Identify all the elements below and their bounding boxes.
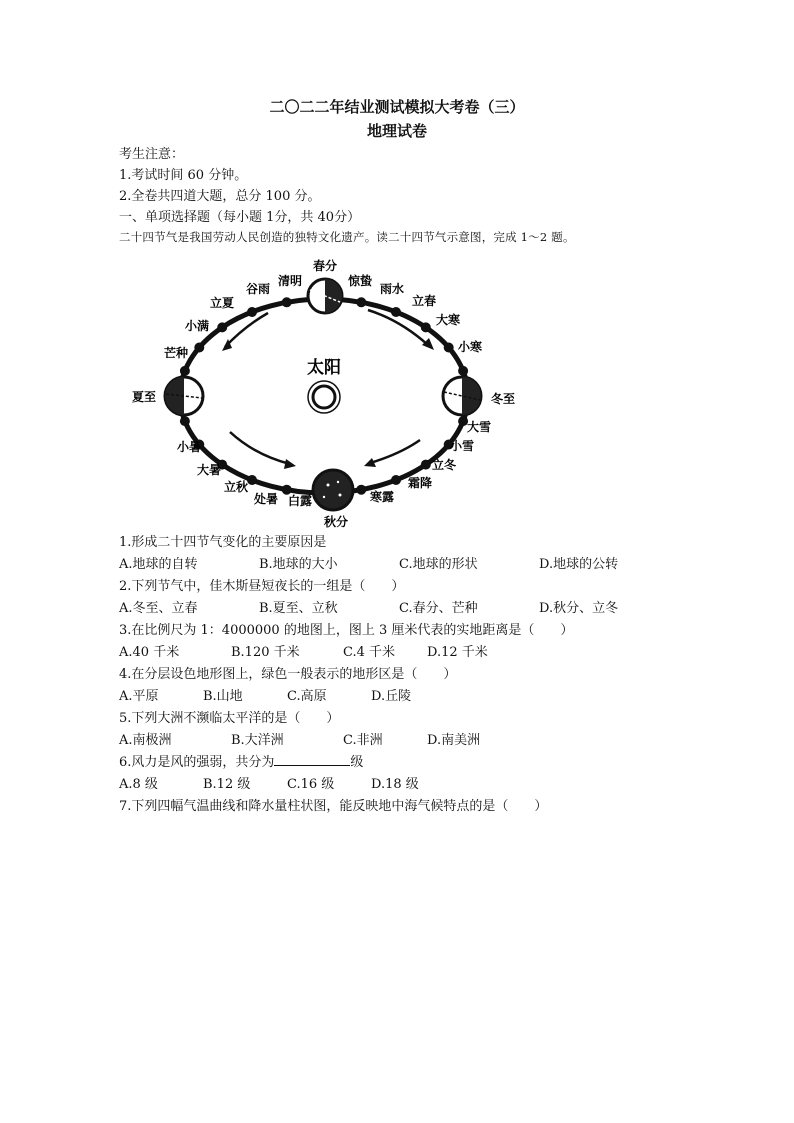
solar-term-mark	[444, 343, 454, 353]
term-label-guyu: 谷雨	[245, 282, 271, 296]
solar-term-mark	[421, 322, 431, 332]
earth-globe-winter	[443, 377, 481, 415]
term-label-yushui: 雨水	[379, 282, 405, 296]
term-label-dahan: 大寒	[435, 313, 461, 327]
question-4-option-d[interactable]: D.丘陵	[371, 689, 412, 704]
exam-title: 二〇二二年结业测试模拟大考卷（三）	[269, 98, 525, 116]
question-5-stem: 5.下列大洲不濒临太平洋的是（ ）	[119, 711, 340, 726]
notice-item-2: 2.全卷共四道大题，总分 100 分。	[119, 189, 321, 204]
question-4-stem: 4.在分层设色地形图上，绿色一般表示的地形区是（ ）	[119, 667, 457, 682]
term-label-hanlu: 寒露	[369, 490, 395, 504]
term-label-liqiu: 立秋	[223, 480, 249, 494]
term-label-qingming: 清明	[277, 274, 303, 288]
section-heading: 一、单项选择题（每小题 1分，共 40分）	[119, 210, 361, 225]
question-3-option-a[interactable]: A.40 千米	[119, 645, 180, 660]
term-label-jingzhe: 惊蛰	[347, 274, 373, 288]
term-label-shuangjiang: 霜降	[407, 476, 433, 490]
solar-term-mark	[421, 460, 431, 470]
solar-term-mark	[217, 322, 227, 332]
earth-globe-summer	[165, 377, 203, 415]
term-label-chushu: 处暑	[253, 492, 279, 506]
sun-label: 太阳	[307, 358, 341, 378]
term-label-dashu: 大暑	[196, 463, 222, 477]
solar-term-mark	[356, 485, 366, 495]
section-intro: 二十四节气是我国劳动人民创造的独特文化遗产。读二十四节气示意图，完成 1～2 题。	[119, 230, 575, 244]
term-label-xiaoman: 小满	[184, 319, 210, 333]
question-4-option-a[interactable]: A.平原	[119, 689, 159, 704]
question-5-option-b[interactable]: B.大洋洲	[231, 733, 284, 748]
question-6-option-d[interactable]: D.18 级	[371, 777, 419, 792]
question-2-option-d[interactable]: D.秋分、立冬	[539, 601, 619, 616]
term-label-xiaohan: 小寒	[457, 340, 483, 354]
question-1-option-a[interactable]: A.地球的自转	[119, 557, 198, 572]
solar-term-mark	[194, 343, 204, 353]
question-2-option-c[interactable]: C.春分、芒种	[399, 601, 478, 616]
question-6-stem	[119, 751, 363, 770]
notice-item-1: 1.考试时间 60 分钟。	[119, 168, 248, 183]
solar-term-mark	[282, 297, 292, 307]
solar-term-mark	[247, 475, 257, 485]
question-3-option-b[interactable]: B.120 千米	[231, 645, 300, 660]
term-label-daxue: 大雪	[466, 420, 492, 434]
exam-subtitle: 地理试卷	[366, 122, 427, 140]
solar-term-mark	[356, 297, 366, 307]
term-label-lidong: 立冬	[431, 458, 457, 472]
question-3-stem: 3.在比例尺为 1：4000000 的地图上，图上 3 厘米代表的实地距离是（ ）	[119, 623, 574, 638]
sun	[308, 381, 340, 413]
term-label-xiaoxue: 小雪	[449, 439, 475, 453]
question-2-option-b[interactable]: B.夏至、立秋	[259, 601, 338, 616]
earth-globe-autumn	[313, 470, 353, 510]
solar-term-mark	[180, 366, 190, 376]
term-label-mangzhong: 芒种	[163, 346, 189, 360]
question-5-option-c[interactable]: C.非洲	[343, 733, 383, 748]
term-label-dongzhi: 冬至	[490, 392, 516, 406]
term-label-chunfen: 春分	[312, 259, 338, 273]
question-6-stem-before: 6.风力是风的强弱，共分为	[119, 755, 275, 770]
question-5-option-d[interactable]: D.南美洲	[427, 733, 481, 748]
term-label-xiaoshu: 小暑	[176, 440, 202, 454]
solar-term-mark	[180, 416, 190, 426]
question-6-option-b[interactable]: B.12 级	[203, 777, 251, 792]
term-label-lixia: 立夏	[209, 296, 235, 310]
solar-term-mark	[247, 307, 257, 317]
solar-term-mark	[391, 307, 401, 317]
earth-globe-spring	[308, 279, 342, 313]
question-3-option-d[interactable]: D.12 千米	[427, 645, 488, 660]
question-1-option-b[interactable]: B.地球的大小	[259, 557, 338, 572]
question-2-option-a[interactable]: A.冬至、立春	[119, 601, 198, 616]
answer-blank[interactable]	[274, 752, 350, 766]
solar-term-mark	[458, 366, 468, 376]
solar-term-mark	[391, 475, 401, 485]
question-5-option-a[interactable]: A.南极洲	[119, 733, 172, 748]
question-1-stem: 1.形成二十四节气变化的主要原因是	[119, 535, 327, 550]
question-6-option-c[interactable]: C.16 级	[287, 777, 335, 792]
question-6-option-a[interactable]: A.8 级	[119, 777, 158, 792]
question-3-option-c[interactable]: C.4 千米	[343, 645, 396, 660]
question-1-option-c[interactable]: C.地球的形状	[399, 557, 478, 572]
question-4-option-b[interactable]: B.山地	[203, 689, 243, 704]
notice-heading: 考生注意：	[119, 147, 185, 162]
question-6-stem-after: 级	[350, 755, 364, 770]
term-label-lichun: 立春	[411, 294, 437, 308]
question-7-stem: 7.下列四幅气温曲线和降水量柱状图，能反映地中海气候特点的是（ ）	[119, 799, 548, 814]
term-label-xiazhi: 夏至	[131, 390, 157, 404]
term-label-qiufen: 秋分	[323, 515, 349, 529]
question-1-option-d[interactable]: D.地球的公转	[539, 557, 619, 572]
term-label-bailu: 白露	[287, 494, 313, 508]
solar-terms-diagram	[0, 0, 794, 540]
question-4-option-c[interactable]: C.高原	[287, 689, 327, 704]
question-2-stem: 2.下列节气中，佳木斯昼短夜长的一组是（ ）	[119, 579, 405, 594]
